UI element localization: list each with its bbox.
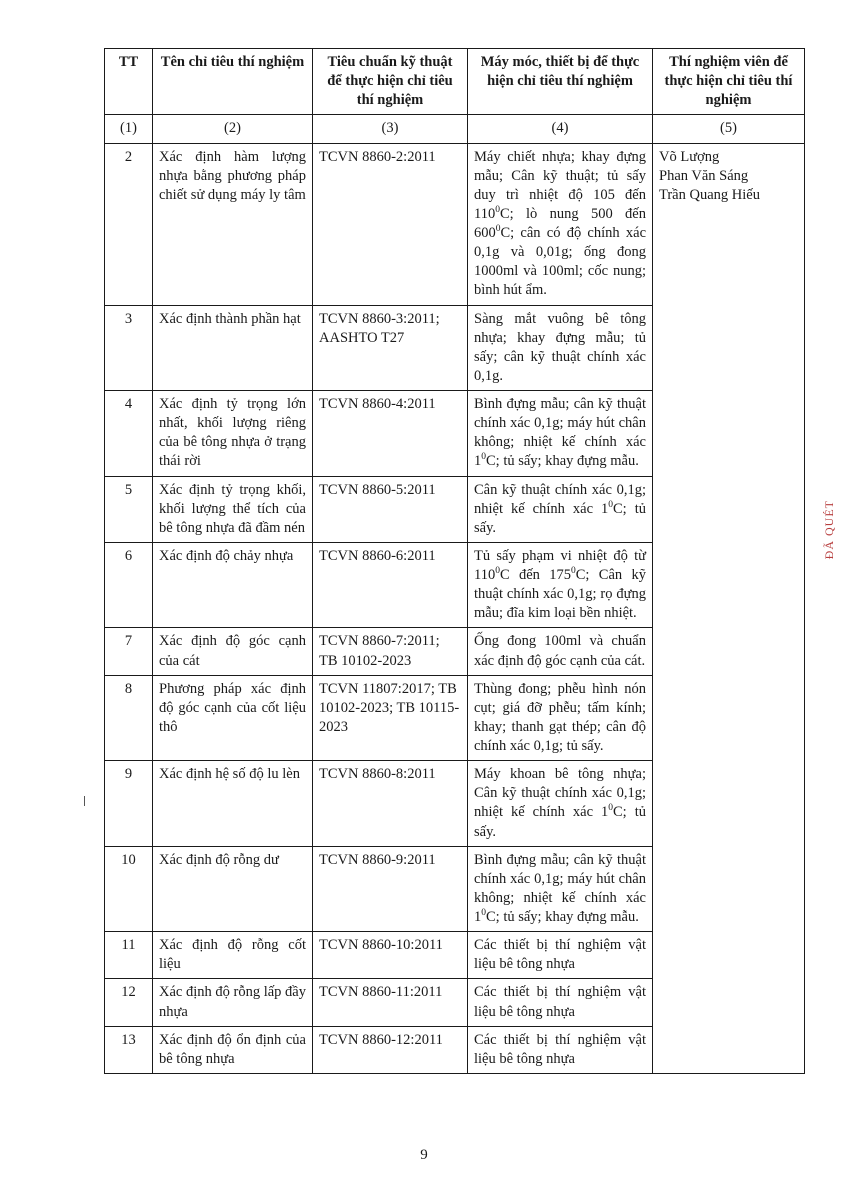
cell-criteria-name: Xác định hàm lượng nhựa bằng phương pháp chiết sử dụng máy ly tâm xyxy=(153,143,313,305)
cell-tt: 12 xyxy=(105,979,153,1026)
cell-tt: 8 xyxy=(105,675,153,761)
cell-standard: TCVN 8860-7:2011; TB 10102-2023 xyxy=(313,628,468,675)
cell-equipment: Thùng đong; phễu hình nón cụt; giá đỡ phễu; tấm kính; khay; thanh gạt thép; cân độ chính xác 0,1g; tủ sấy. xyxy=(468,675,653,761)
cell-standard: TCVN 8860-8:2011 xyxy=(313,761,468,847)
header-equipment: Máy móc, thiết bị để thực hiện chỉ tiêu thí nghiệm xyxy=(468,49,653,115)
table-row xyxy=(105,143,805,305)
cell-standard: TCVN 11807:2017; TB 10102-2023; TB 10115-2023 xyxy=(313,675,468,761)
cell-criteria-name: Xác định độ góc cạnh của cát xyxy=(153,628,313,675)
cell-standard: TCVN 8860-5:2011 xyxy=(313,476,468,542)
cell-equipment: Các thiết bị thí nghiệm vật liệu bê tông nhựa xyxy=(468,1026,653,1073)
cell-tt: 4 xyxy=(105,391,153,477)
cell-criteria-name: Xác định độ chảy nhựa xyxy=(153,542,313,628)
test-criteria-table xyxy=(104,48,805,1074)
cell-tt: 5 xyxy=(105,476,153,542)
side-stamp: ĐÃ QUÉT xyxy=(822,500,836,560)
cell-equipment: Sàng mắt vuông bê tông nhựa; khay đựng mẫu; tủ sấy; cân kỹ thuật chính xác 0,1g. xyxy=(468,305,653,391)
cell-criteria-name: Xác định thành phần hạt xyxy=(153,305,313,391)
cell-equipment: Các thiết bị thí nghiệm vật liệu bê tông nhựa xyxy=(468,979,653,1026)
header-tt: TT xyxy=(105,49,153,115)
cell-tt: 10 xyxy=(105,846,153,932)
margin-tick-mark xyxy=(84,796,85,806)
cell-standard: TCVN 8860-2:2011 xyxy=(313,143,468,305)
table-column-number-row xyxy=(105,115,805,143)
technician-name: Võ Lượng xyxy=(659,148,720,165)
header-criteria-name: Tên chỉ tiêu thí nghiệm xyxy=(153,49,313,115)
table-header xyxy=(105,49,805,144)
cell-standard: TCVN 8860-3:2011; AASHTO T27 xyxy=(313,305,468,391)
technician-name: Trần Quang Hiếu xyxy=(659,186,760,203)
cell-standard: TCVN 8860-4:2011 xyxy=(313,391,468,477)
colnum-3: (3) xyxy=(313,115,468,143)
page-number: 9 xyxy=(420,1147,428,1163)
cell-criteria-name: Xác định độ rỗng lấp đầy nhựa xyxy=(153,979,313,1026)
colnum-1: (1) xyxy=(105,115,153,143)
technician-name: Phan Văn Sáng xyxy=(659,167,749,184)
cell-tt: 3 xyxy=(105,305,153,391)
cell-tt: 9 xyxy=(105,761,153,847)
cell-standard: TCVN 8860-10:2011 xyxy=(313,932,468,979)
header-standard: Tiêu chuẩn kỹ thuật để thực hiện chỉ tiêu thí nghiệm xyxy=(313,49,468,115)
cell-standard: TCVN 8860-6:2011 xyxy=(313,542,468,628)
cell-tt: 7 xyxy=(105,628,153,675)
cell-tt: 11 xyxy=(105,932,153,979)
cell-equipment: Ống đong 100ml và chuẩn xác định độ góc cạnh của cát. xyxy=(468,628,653,675)
cell-standard: TCVN 8860-12:2011 xyxy=(313,1026,468,1073)
table-header-row xyxy=(105,49,805,115)
colnum-5: (5) xyxy=(653,115,805,143)
table-body xyxy=(105,143,805,1073)
cell-equipment: Bình đựng mẫu; cân kỹ thuật chính xác 0,1g; máy hút chân không; nhiệt kế chính xác $1^0C$; tủ sấy; khay đựng mẫu. xyxy=(468,391,653,477)
cell-criteria-name: Xác định độ rỗng dư xyxy=(153,846,313,932)
cell-criteria-name: Xác định tỷ trọng lớn nhất, khối lượng riêng của bê tông nhựa ở trạng thái rời xyxy=(153,391,313,477)
cell-criteria-name: Xác định độ ổn định của bê tông nhựa xyxy=(153,1026,313,1073)
cell-criteria-name: Phương pháp xác định độ góc cạnh của cốt liệu thô xyxy=(153,675,313,761)
cell-tt: 2 xyxy=(105,143,153,305)
header-technician: Thí nghiệm viên để thực hiện chỉ tiêu thí nghiệm xyxy=(653,49,805,115)
cell-standard: TCVN 8860-11:2011 xyxy=(313,979,468,1026)
cell-equipment: Bình đựng mẫu; cân kỹ thuật chính xác 0,1g; máy hút chân không; nhiệt kế chính xác $1^0C$; tủ sấy; khay đựng mẫu. xyxy=(468,846,653,932)
cell-tt: 6 xyxy=(105,542,153,628)
cell-equipment: Máy chiết nhựa; khay đựng mẫu; Cân kỹ thuật; tủ sấy duy trì nhiệt độ 105 đến $110^0C$; lò nung 500 đến $600^0C$; cân có độ chính xác 0,1g và 0,01g; ống đong 1000ml và 100ml; cốc nung; bình hút ẩm. xyxy=(468,143,653,305)
cell-equipment: Tủ sấy phạm vi nhiệt độ từ $110^0C$ đến $175^0C$; Cân kỹ thuật chính xác 0,1g; rọ đựng mẫu; đĩa kim loại bền nhiệt. xyxy=(468,542,653,628)
cell-standard: TCVN 8860-9:2011 xyxy=(313,846,468,932)
colnum-4: (4) xyxy=(468,115,653,143)
cell-criteria-name: Xác định tỷ trọng khối, khối lượng thể tích của bê tông nhựa đã đầm nén xyxy=(153,476,313,542)
cell-technicians xyxy=(653,143,805,1073)
cell-equipment: Các thiết bị thí nghiệm vật liệu bê tông nhựa xyxy=(468,932,653,979)
cell-equipment: Cân kỹ thuật chính xác 0,1g; nhiệt kế chính xác $1^0C$; tủ sấy. xyxy=(468,476,653,542)
cell-criteria-name: Xác định độ rỗng cốt liệu xyxy=(153,932,313,979)
colnum-2: (2) xyxy=(153,115,313,143)
cell-criteria-name: Xác định hệ số độ lu lèn xyxy=(153,761,313,847)
cell-equipment: Máy khoan bê tông nhựa; Cân kỹ thuật chính xác 0,1g; nhiệt kế chính xác $1^0C$; tủ sấy. xyxy=(468,761,653,847)
cell-tt: 13 xyxy=(105,1026,153,1073)
